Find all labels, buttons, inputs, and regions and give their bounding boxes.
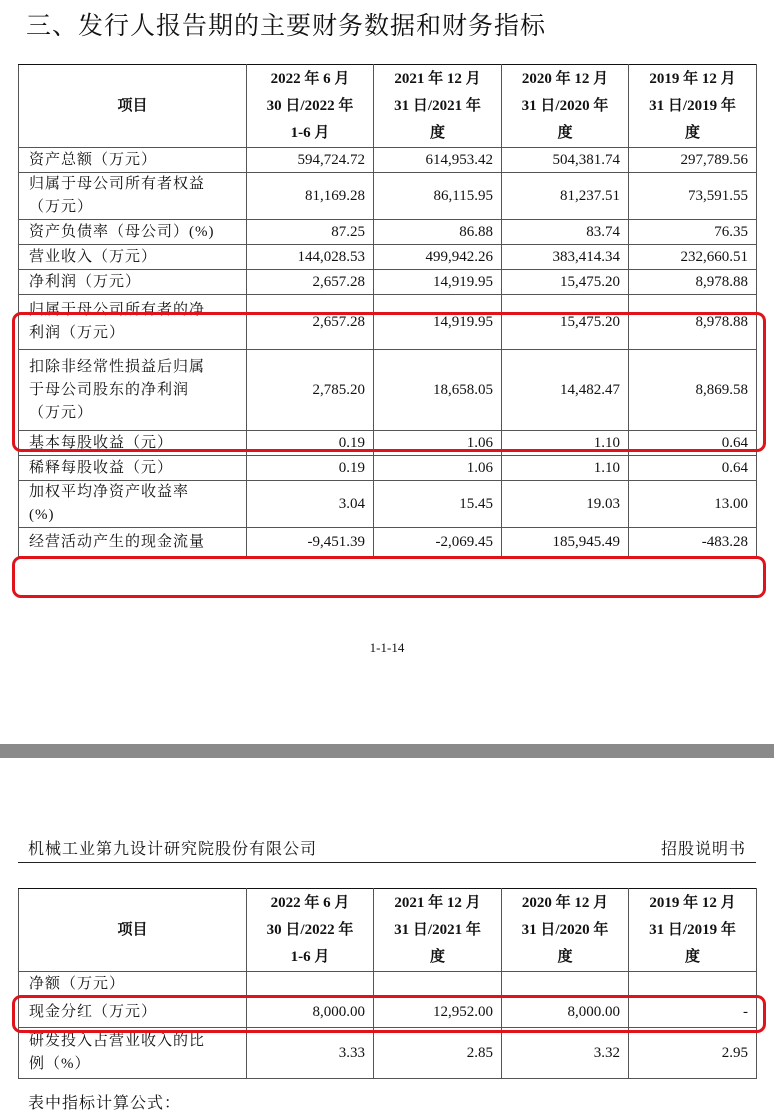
row-label — [19, 972, 247, 997]
header-line: 31 日/2019 年 — [649, 921, 736, 938]
header-line: 30 日/2022 年 — [266, 921, 354, 938]
row-label-line: 研发投入占营业收入的比 — [29, 1033, 206, 1049]
page-number: 1-1-14 — [369, 640, 405, 655]
value-cell: 12,952.00 — [374, 997, 502, 1028]
value-cell: 499,942.26 — [374, 245, 502, 270]
value-cell: 15,475.20 — [502, 270, 629, 295]
header-line: 度 — [684, 948, 700, 965]
value-cell: 8,000.00 — [247, 997, 374, 1028]
row-label-line: 资产总额（万元） — [29, 151, 158, 168]
row-label — [19, 456, 247, 481]
value-cell: 1.10 — [502, 456, 629, 481]
row-label-line: 例（%） — [29, 1056, 91, 1072]
header-line: 2019 年 12 月 — [649, 894, 736, 911]
header-period-4 — [629, 65, 757, 148]
value-cell: 8,869.58 — [629, 350, 757, 431]
header-row — [19, 65, 757, 148]
table-row — [19, 245, 757, 270]
value-cell: 1.06 — [374, 431, 502, 456]
value-cell: 144,028.53 — [247, 245, 374, 270]
value-cell: 15.45 — [374, 481, 502, 528]
header-period-3 — [502, 889, 629, 972]
document-type: 招股说明书 — [660, 839, 746, 858]
value-cell: 594,724.72 — [247, 148, 374, 173]
row-label-line: (%) — [29, 507, 55, 523]
table-row — [19, 350, 757, 431]
header-line: 2020 年 12 月 — [521, 894, 609, 911]
header-line: 1-6 月 — [290, 948, 330, 965]
header-line: 2021 年 12 月 — [394, 894, 481, 911]
header-line: 31 日/2021 年 — [394, 97, 481, 114]
value-cell: 86.88 — [374, 220, 502, 245]
value-cell: 297,789.56 — [629, 148, 757, 173]
row-label-line: 净利润（万元） — [29, 273, 142, 290]
value-cell: 504,381.74 — [502, 148, 629, 173]
value-cell: 87.25 — [247, 220, 374, 245]
row-label — [19, 1028, 247, 1079]
value-cell: - — [629, 997, 757, 1028]
table-row — [19, 173, 757, 220]
company-name: 机械工业第九设计研究院股份有限公司 — [28, 839, 318, 858]
value-cell: 73,591.55 — [629, 173, 757, 220]
table-row — [19, 456, 757, 481]
row-label — [19, 997, 247, 1028]
header-line: 31 日/2019 年 — [649, 97, 736, 114]
header-line: 度 — [557, 948, 573, 965]
header-line: 31 日/2020 年 — [521, 921, 609, 938]
value-cell — [374, 972, 502, 997]
row-label-line: 基本每股收益（元） — [29, 434, 174, 451]
value-cell: 614,953.42 — [374, 148, 502, 173]
row-label-line: 归属于母公司所有者的净 — [29, 302, 206, 318]
row-label-line: 扣除非经常性损益后归属 — [29, 358, 206, 375]
header-line: 2021 年 12 月 — [394, 70, 481, 87]
value-cell — [629, 972, 757, 997]
row-label — [19, 481, 247, 528]
value-cell: 2,657.28 — [247, 295, 374, 350]
header-line: 1-6 月 — [290, 124, 330, 141]
header-line: 2019 年 12 月 — [649, 70, 736, 87]
row-label-line: 加权平均净资产收益率 — [29, 484, 190, 500]
header-period-3 — [502, 65, 629, 148]
value-cell: 0.64 — [629, 456, 757, 481]
value-cell: 2.95 — [629, 1028, 757, 1079]
value-cell: 15,475.20 — [502, 295, 629, 350]
header-line: 度 — [557, 124, 573, 141]
financial-table — [18, 64, 757, 557]
row-label-line: 营业收入（万元） — [29, 248, 158, 265]
header-line: 30 日/2022 年 — [266, 97, 354, 114]
header-line: 度 — [684, 124, 700, 141]
table-row — [19, 295, 757, 350]
value-cell: 83.74 — [502, 220, 629, 245]
row-label-line: 现金分红（万元） — [29, 1003, 158, 1020]
table-row — [19, 1028, 757, 1079]
value-cell: 14,482.47 — [502, 350, 629, 431]
table-row — [19, 220, 757, 245]
value-cell: 2.85 — [374, 1028, 502, 1079]
value-cell — [247, 972, 374, 997]
header-line: 度 — [429, 124, 445, 141]
value-cell: 81,237.51 — [502, 173, 629, 220]
value-cell: 18,658.05 — [374, 350, 502, 431]
row-label — [19, 148, 247, 173]
row-label — [19, 245, 247, 270]
value-cell: 14,919.95 — [374, 270, 502, 295]
header-rule — [18, 862, 756, 863]
value-cell: -2,069.45 — [374, 528, 502, 557]
row-label — [19, 270, 247, 295]
value-cell: 2,785.20 — [247, 350, 374, 431]
header-line: 31 日/2021 年 — [394, 921, 481, 938]
row-label — [19, 431, 247, 456]
header-item: 项目 — [19, 889, 247, 972]
value-cell: 3.33 — [247, 1028, 374, 1079]
header-row — [19, 889, 757, 972]
value-cell: 1.06 — [374, 456, 502, 481]
value-cell: 76.35 — [629, 220, 757, 245]
row-label — [19, 350, 247, 431]
value-cell: 3.32 — [502, 1028, 629, 1079]
value-cell: -483.28 — [629, 528, 757, 557]
page-separator — [0, 744, 774, 758]
section-heading: 三、发行人报告期的主要财务数据和财务指标 — [26, 11, 547, 40]
value-cell: 19.03 — [502, 481, 629, 528]
value-cell: 86,115.95 — [374, 173, 502, 220]
value-cell: 8,978.88 — [629, 270, 757, 295]
value-cell: 13.00 — [629, 481, 757, 528]
financial-table-continued — [18, 888, 757, 1079]
row-label — [19, 295, 247, 350]
row-label — [19, 528, 247, 557]
header-line: 31 日/2020 年 — [521, 97, 609, 114]
row-label-line: 经营活动产生的现金流量 — [29, 533, 206, 550]
row-label-line: 资产负债率（母公司）(%) — [29, 223, 215, 240]
header-line: 度 — [429, 948, 445, 965]
header-line: 2022 年 6 月 — [270, 894, 350, 911]
value-cell: 185,945.49 — [502, 528, 629, 557]
value-cell: 0.19 — [247, 456, 374, 481]
header-item: 项目 — [19, 65, 247, 148]
value-cell: 0.19 — [247, 431, 374, 456]
value-cell: 1.10 — [502, 431, 629, 456]
table-row — [19, 972, 757, 997]
header-period-4 — [629, 889, 757, 972]
value-cell: 81,169.28 — [247, 173, 374, 220]
header-period-1 — [247, 889, 374, 972]
value-cell: 8,978.88 — [629, 295, 757, 350]
table-row — [19, 997, 757, 1028]
row-label — [19, 173, 247, 220]
table-row — [19, 148, 757, 173]
value-cell: 2,657.28 — [247, 270, 374, 295]
header-period-2 — [374, 889, 502, 972]
value-cell: 0.64 — [629, 431, 757, 456]
value-cell: 3.04 — [247, 481, 374, 528]
row-label-line: （万元） — [29, 199, 94, 215]
header-line: 2022 年 6 月 — [270, 70, 350, 87]
table-row — [19, 431, 757, 456]
row-label-line: 利润（万元） — [29, 325, 126, 341]
highlight-box-cash-flow — [12, 556, 766, 598]
row-label-line: 净额（万元） — [29, 975, 126, 992]
value-cell: -9,451.39 — [247, 528, 374, 557]
value-cell: 232,660.51 — [629, 245, 757, 270]
table-row — [19, 270, 757, 295]
row-label-line: 归属于母公司所有者权益 — [29, 176, 206, 192]
formula-intro: 表中指标计算公式： — [28, 1093, 182, 1112]
header-period-2 — [374, 65, 502, 148]
value-cell: 383,414.34 — [502, 245, 629, 270]
table-row — [19, 528, 757, 557]
table-row — [19, 481, 757, 528]
row-label-line: 稀释每股收益（元） — [29, 459, 174, 476]
value-cell: 14,919.95 — [374, 295, 502, 350]
row-label-line: 于母公司股东的净利润 — [29, 381, 190, 398]
header-period-1 — [247, 65, 374, 148]
header-line: 2020 年 12 月 — [521, 70, 609, 87]
row-label — [19, 220, 247, 245]
row-label-line: （万元） — [29, 404, 94, 421]
value-cell: 8,000.00 — [502, 997, 629, 1028]
value-cell — [502, 972, 629, 997]
